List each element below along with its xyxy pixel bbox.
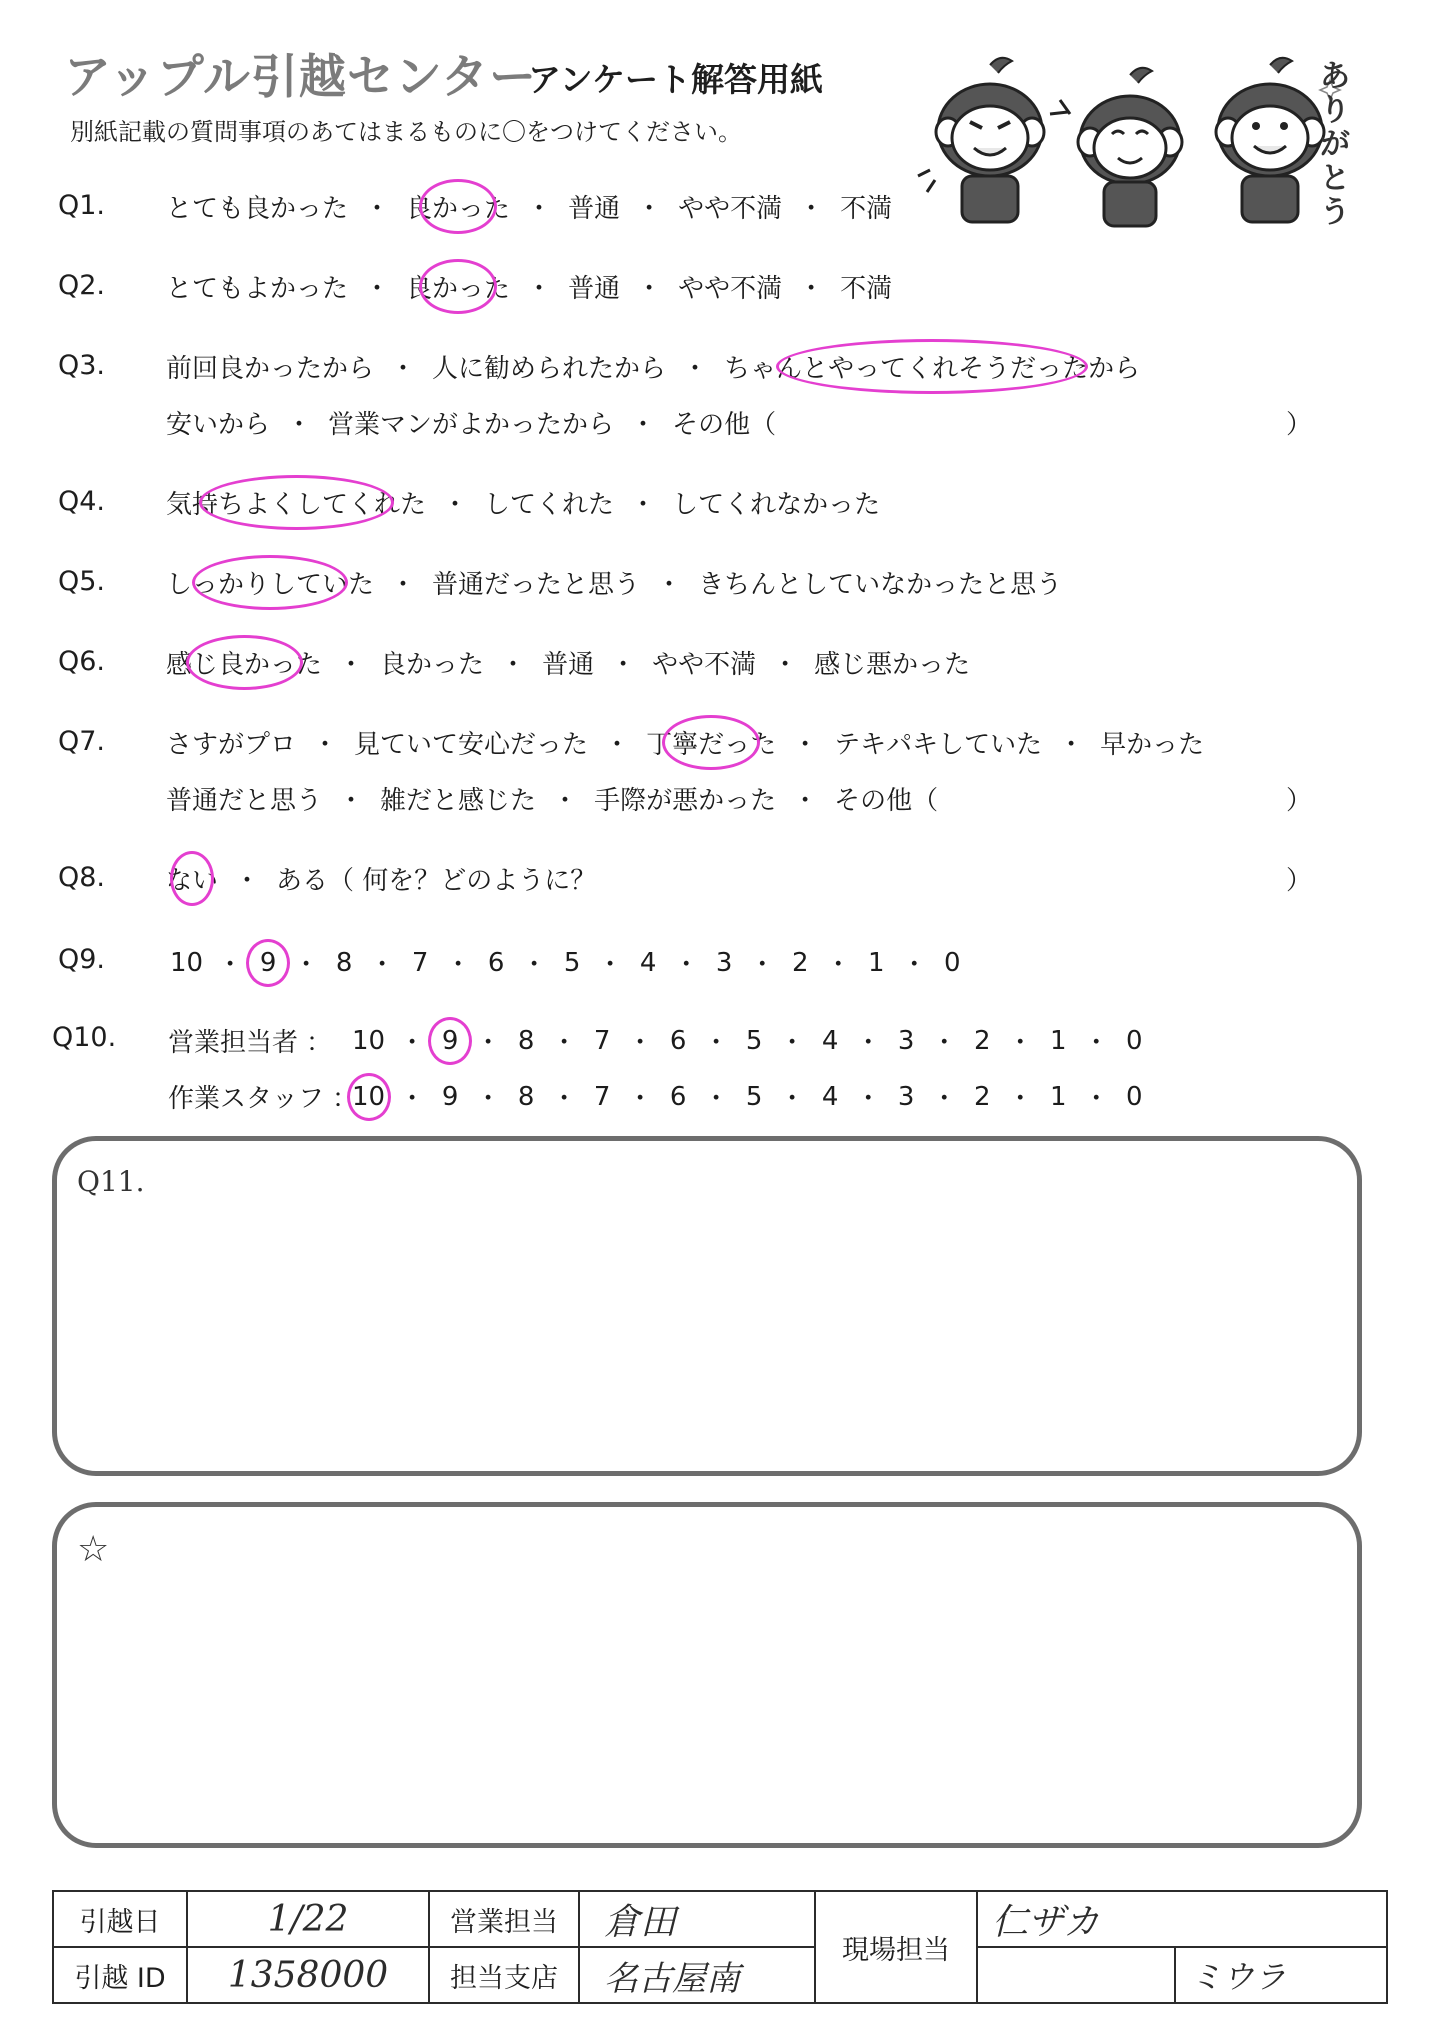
option-separator: ・ [1007,1084,1034,1114]
selection-circle-mark [170,851,214,906]
mascot-illustration [880,50,1360,230]
rating-option[interactable]: 7 [593,1081,611,1112]
rating-option[interactable]: 9 [441,1081,459,1112]
answer-option[interactable]: 感じ良かった [166,650,323,680]
option-separator: ・ [293,950,320,980]
option-separator: ・ [217,950,244,980]
rating-option[interactable]: 0 [943,947,961,978]
option-separator: ・ [931,1028,958,1058]
option-separator: ・ [792,786,819,816]
rating-option[interactable]: 6 [669,1081,687,1112]
answer-option[interactable]: 手際が悪かった [594,786,777,816]
option-separator: ・ [931,1084,958,1114]
selection-circle-mark [776,339,1088,394]
answer-option[interactable]: 人に勧められたから [432,354,667,384]
option-separator: ・ [1007,1028,1034,1058]
selection-circle-mark [428,1017,472,1065]
rating-scale-row [352,1078,1145,1115]
move-id-label: 引越 ID [53,1947,187,2003]
q11-label: Q11. [77,1165,145,1198]
rating-option[interactable]: 10 [352,1025,386,1056]
option-separator: ・ [369,950,396,980]
thanks-text: ありがとう [1320,59,1350,230]
question-options-row [166,188,892,225]
rating-option[interactable]: 8 [517,1025,535,1056]
rating-option[interactable]: 2 [973,1081,991,1112]
rating-option[interactable]: 1 [1049,1081,1067,1112]
rating-option[interactable]: 9 [441,1025,459,1056]
site-staff-value-1: 仁ザカ [977,1891,1387,1947]
rating-option[interactable]: 6 [487,947,505,978]
site-staff-blank [977,1947,1175,2003]
option-separator: ・ [551,1084,578,1114]
option-separator: ・ [364,194,391,224]
question-label: Q7. [58,726,106,757]
selection-circle-mark [347,1073,391,1121]
brand-title: アップル引越センター [64,50,537,105]
answer-option[interactable]: 営業マンがよかったから [328,410,615,440]
question-label: Q4. [58,486,106,517]
rating-option[interactable]: 7 [411,947,429,978]
rating-option[interactable]: 2 [791,947,809,978]
option-separator: ・ [552,786,579,816]
q10-row-name-text: 営業担当者 [168,1028,299,1058]
question-label: Q1. [58,190,106,221]
question-options-row [166,780,938,817]
move-id-value: 1358000 [187,1947,429,2003]
option-separator: ・ [399,1028,426,1058]
answer-option[interactable]: 不満 [840,194,893,224]
rating-option[interactable]: 3 [897,1081,915,1112]
rating-option[interactable]: 4 [639,947,657,978]
option-separator: ・ [1058,730,1085,760]
question-label: Q5. [58,566,106,597]
option-separator: ・ [673,950,700,980]
selection-circle-mark [419,259,497,314]
rating-option[interactable]: 9 [259,947,277,978]
selection-circle-mark [199,475,394,530]
answer-option[interactable]: 良かった [380,650,485,680]
site-staff-value-2: ミウラ [1175,1947,1387,2003]
option-separator: ・ [500,650,527,680]
q9-label: Q9. [58,944,106,975]
answer-option[interactable]: ある（ 何を？どのように？ [276,866,597,896]
option-separator: ・ [1083,1084,1110,1114]
option-separator: ・ [526,194,553,224]
answer-option[interactable]: 不満 [840,274,893,304]
option-separator: ・ [855,1084,882,1114]
option-separator: ・ [855,1028,882,1058]
option-separator: ・ [399,1084,426,1114]
option-separator: ・ [792,730,819,760]
rating-option[interactable]: 4 [821,1081,839,1112]
rating-option[interactable]: 3 [897,1025,915,1056]
answer-option[interactable]: きちんとしていなかったと思う [698,570,1063,600]
option-separator: ・ [825,950,852,980]
question-label: Q8. [58,862,106,893]
answer-option[interactable]: 丁寧だった [646,730,777,760]
option-separator: ・ [604,730,631,760]
option-separator: ・ [597,950,624,980]
answer-option[interactable]: してくれた [484,490,615,520]
selection-circle-mark [192,555,348,610]
answer-option[interactable]: やや不満 [678,274,783,304]
option-separator: ・ [338,650,365,680]
option-separator: ・ [445,950,472,980]
answer-option[interactable]: ちゃんとやってくれそうだったから [724,354,1141,384]
option-separator: ・ [630,410,657,440]
star-comment-box[interactable] [52,1502,1362,1848]
answer-option[interactable]: してくれなかった [672,490,881,520]
answer-option[interactable]: やや不満 [678,194,783,224]
answer-option[interactable]: さすがプロ [166,730,297,760]
move-date-value: 1/22 [187,1891,429,1947]
other-close-paren: ） [1286,866,1313,896]
branch-value: 名古屋南 [579,1947,815,2003]
option-separator: ・ [234,866,261,896]
answer-option[interactable]: 早かった [1100,730,1205,760]
option-separator: ・ [703,1084,730,1114]
option-separator: ・ [627,1084,654,1114]
option-separator: ・ [703,1028,730,1058]
rating-option[interactable]: 4 [821,1025,839,1056]
monkey-mascot-icon [918,58,1044,222]
answer-option[interactable]: 普通 [568,194,621,224]
rating-option[interactable]: 8 [517,1081,535,1112]
option-separator: ・ [312,730,339,760]
sales-rep-label: 営業担当 [429,1891,579,1947]
question-label: Q3. [58,350,106,381]
site-staff-label: 現場担当 [815,1891,977,2003]
question-label: Q2. [58,270,106,301]
answer-option[interactable]: 感じ悪かった [814,650,971,680]
selection-circle-mark [186,635,303,690]
answer-option[interactable]: 見ていて安心だった [354,730,589,760]
option-separator: ・ [772,650,799,680]
instruction-text: 別紙記載の質問事項のあてはまるものに〇をつけてください。 [70,118,742,146]
option-separator: ・ [798,274,825,304]
answer-option[interactable]: 良かった [406,274,511,304]
monkey-mascot-icon [1050,68,1182,226]
answer-option[interactable]: 普通だと思う [166,786,323,816]
sales-rep-value: 倉田 [579,1891,815,1947]
rating-option[interactable]: 6 [669,1025,687,1056]
answer-option[interactable]: 雑だと感じた [380,786,537,816]
monkey-mascot-icon [1216,58,1324,222]
answer-option[interactable]: その他（ [672,410,777,440]
option-separator: ・ [610,650,637,680]
option-separator: ・ [390,570,417,600]
rating-option[interactable]: 3 [715,947,733,978]
q10-row-colon: ： [306,1028,333,1058]
option-separator: ・ [390,354,417,384]
other-close-paren: ） [1286,786,1313,816]
answer-option[interactable]: 普通 [542,650,595,680]
option-separator: ・ [656,570,683,600]
other-close-paren: ） [1286,410,1313,440]
q10-label: Q10. [52,1022,117,1053]
rating-option[interactable]: 1 [1049,1025,1067,1056]
option-separator: ・ [627,1028,654,1058]
selection-circle-mark [246,939,290,987]
selection-circle-mark [662,715,760,770]
option-separator: ・ [779,1028,806,1058]
option-separator: ・ [442,490,469,520]
rating-option[interactable]: 2 [973,1025,991,1056]
answer-option[interactable]: 前回良かったから [166,354,375,384]
q11-comment-box[interactable] [52,1136,1362,1476]
option-separator: ・ [630,490,657,520]
rating-option[interactable]: 5 [745,1025,763,1056]
rating-option[interactable]: 0 [1125,1025,1143,1056]
rating-option[interactable]: 0 [1125,1081,1143,1112]
answer-option[interactable]: とても良かった [166,194,349,224]
option-separator: ・ [475,1028,502,1058]
answer-option[interactable]: テキパキしていた [834,730,1043,760]
option-separator: ・ [749,950,776,980]
q10-row-name-text: 作業スタッフ [168,1084,325,1114]
rating-option[interactable]: 5 [563,947,581,978]
option-separator: ・ [475,1084,502,1114]
option-separator: ・ [551,1028,578,1058]
question-label: Q6. [58,646,106,677]
rating-option[interactable]: 5 [745,1081,763,1112]
question-options-row [166,860,596,897]
option-separator: ・ [798,194,825,224]
selection-circle-mark [419,179,497,234]
option-separator: ・ [779,1084,806,1114]
answer-option[interactable]: 普通 [568,274,621,304]
answer-option[interactable]: とてもよかった [166,274,349,304]
rating-option[interactable]: 8 [335,947,353,978]
q10-row-name [168,1078,358,1115]
option-separator: ・ [1083,1028,1110,1058]
move-date-label: 引越日 [53,1891,187,1947]
star-icon: ☆ [77,1529,110,1570]
answer-option[interactable]: 良かった [406,194,511,224]
rating-option[interactable]: 10 [352,1081,386,1112]
option-separator: ・ [636,194,663,224]
answer-option[interactable]: 気持ちよくしてくれた [166,490,427,520]
branch-label: 担当支店 [429,1947,579,2003]
option-separator: ・ [521,950,548,980]
question-options-row [166,268,892,305]
option-separator: ・ [901,950,928,980]
answer-option[interactable]: その他（ [834,786,939,816]
rating-option[interactable]: 7 [593,1025,611,1056]
question-options-row [166,404,776,441]
answer-option[interactable]: 安いから [166,410,271,440]
q10-row-name [168,1022,332,1059]
answer-option[interactable]: やや不満 [652,650,757,680]
rating-option[interactable]: 10 [170,947,204,978]
rating-option[interactable]: 1 [867,947,885,978]
move-info-table [52,1890,1388,2004]
option-separator: ・ [364,274,391,304]
answer-option[interactable]: ない [166,866,219,896]
q10-row-colon: ： [332,1084,359,1114]
option-separator: ・ [682,354,709,384]
option-separator: ・ [286,410,313,440]
option-separator: ・ [338,786,365,816]
form-title: アンケート解答用紙 [528,60,824,99]
answer-option[interactable]: 普通だったと思う [432,570,641,600]
answer-option[interactable]: しっかりしていた [166,570,375,600]
option-separator: ・ [526,274,553,304]
option-separator: ・ [636,274,663,304]
